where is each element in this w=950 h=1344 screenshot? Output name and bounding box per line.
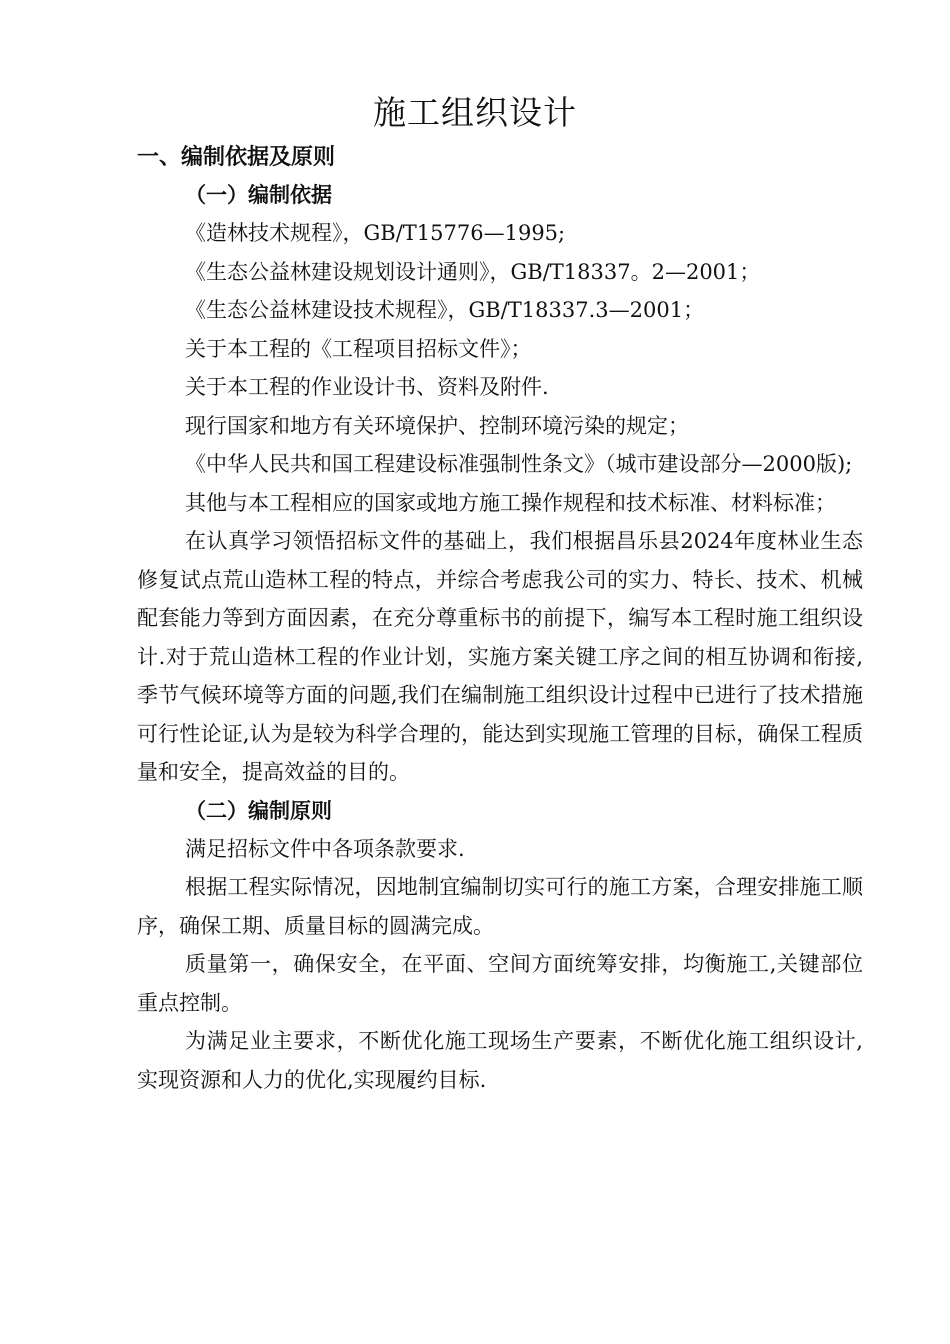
principle-item: 满足招标文件中各项条款要求. bbox=[185, 836, 465, 861]
document-title: 施工组织设计 bbox=[373, 93, 577, 132]
document-body bbox=[137, 140, 863, 1099]
principle-item: 为满足业主要求，不断优化施工现场生产要素，不断优化施工组织设计,实现资源和人力的优化,实现履约目标. bbox=[137, 1029, 863, 1092]
principle-item: 质量第一，确保安全，在平面、空间方面统筹安排，均衡施工,关键部位重点控制。 bbox=[137, 952, 863, 1015]
basis-paragraph: 在认真学习领悟招标文件的基础上，我们根据昌乐县2024年度林业生态修复试点荒山造林工程的特点，并综合考虑我公司的实力、特长、技术、机械配套能力等到方面因素，在充分尊重标书的前提下，编写本工程时施工组织设计.对于荒山造林工程的作业计划，实施方案关键工序之间的相互协调和衔接,季节气候环境等方面的问题,我们在编制施工组织设计过程中已进行了技术措施可行性论证,认为是较为科学合理的，能达到实现施工管理的目标，确保工程质量和安全，提高效益的目的。 bbox=[137, 529, 863, 784]
basis-item: 《中华人民共和国工程建设标准强制性条文》（城市建设部分—2000版); bbox=[185, 452, 853, 476]
basis-item: 《造林技术规程》，GB/T15776—1995; bbox=[185, 221, 566, 245]
basis-item: 其他与本工程相应的国家或地方施工操作规程和技术标准、材料标准； bbox=[185, 490, 836, 515]
basis-item: 关于本工程的《工程项目招标文件》； bbox=[185, 336, 532, 361]
subsection-heading: （二）编制原则 bbox=[185, 798, 332, 823]
subsection-heading: （一）编制依据 bbox=[185, 183, 332, 207]
section-heading: 一、编制依据及原则 bbox=[137, 145, 336, 170]
basis-item: 《生态公益林建设规划设计通则》，GB/T18337。2—2001； bbox=[185, 259, 761, 284]
principle-item: 根据工程实际情况，因地制宜编制切实可行的施工方案，合理安排施工顺序，确保工期、质量目标的圆满完成。 bbox=[137, 875, 863, 938]
basis-item: 现行国家和地方有关环境保护、控制环境污染的规定； bbox=[185, 413, 689, 438]
basis-item: 《生态公益林建设技术规程》，GB/T18337.3—2001； bbox=[185, 298, 705, 322]
basis-item: 关于本工程的作业设计书、资料及附件. bbox=[185, 375, 549, 399]
